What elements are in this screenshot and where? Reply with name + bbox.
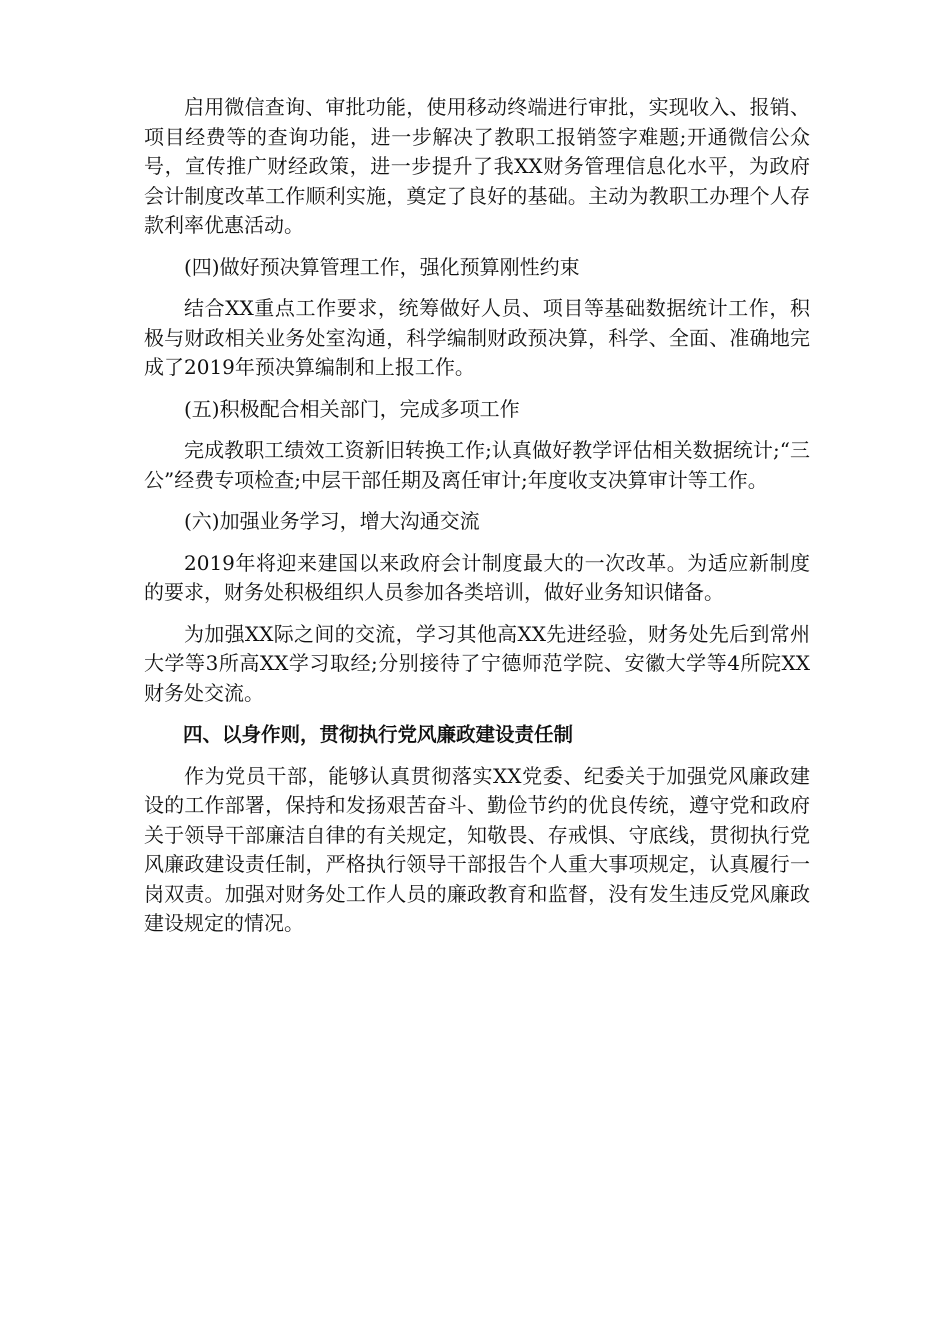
subheading-budget-management: (四)做好预决算管理工作，强化预算刚性约束 — [184, 254, 580, 279]
paragraph-cooperation-work: 完成教职工绩效工资新旧转换工作;认真做好教学评估相关数据统计;“三公”经费专项检查;中层干部任期及离任审计;年度收支决算审计等工作。 — [144, 438, 810, 492]
paragraph-exchange-visits: 为加强XX际之间的交流，学习其他高XX先进经验，财务处先后到常州大学等3所高XX学习取经;分别接待了宁德师范学院、安徽大学等4所院XX财务处交流。 — [144, 621, 810, 705]
subheading-cooperation: (五)积极配合相关部门，完成多项工作 — [184, 396, 520, 421]
subheading-learning-exchange: (六)加强业务学习，增大沟通交流 — [184, 509, 480, 533]
paragraph-integrity: 作为党员干部，能够认真贯彻落实XX党委、纪委关于加强党风廉政建设的工作部署，保持和发扬艰苦奋斗、勤俭节约的优良传统，遵守党和政府关于领导干部廉洁自律的有关规定，知敬畏、存戒惧、守底线，贯彻执行党风廉政建设责任制，严格执行领导干部报告个人重大事项规定，认真履行一岗双责。加强对财务处工作人员的廉政教育和监督，没有发生违反党风廉政建设规定的情况。 — [144, 763, 810, 935]
paragraph-budget-work: 结合XX重点工作要求，统筹做好人员、项目等基础数据统计工作，积极与财政相关业务处室沟通，科学编制财政预决算，科学、全面、准确地完成了2019年预决算编制和上报工作。 — [144, 296, 810, 379]
section-heading-integrity: 四、以身作则，贯彻执行党风廉政建设责任制 — [183, 723, 574, 746]
paragraph-wechat-services: 启用微信查询、审批功能，使用移动终端进行审批，实现收入、报销、项目经费等的查询功能，进一步解决了教职工报销签字难题;开通微信公众号，宣传推广财经政策，进一步提升了我XX财务管理信息化水平，为政府会计制度改革工作顺利实施，奠定了良好的基础。主动为教职工办理个人存款利率优惠活动。 — [144, 95, 810, 237]
document-body — [144, 93, 810, 951]
paragraph-accounting-reform: 2019年将迎来建国以来政府会计制度最大的一次改革。为适应新制度的要求，财务处积极组织人员参加各类培训，做好业务知识储备。 — [144, 550, 810, 604]
